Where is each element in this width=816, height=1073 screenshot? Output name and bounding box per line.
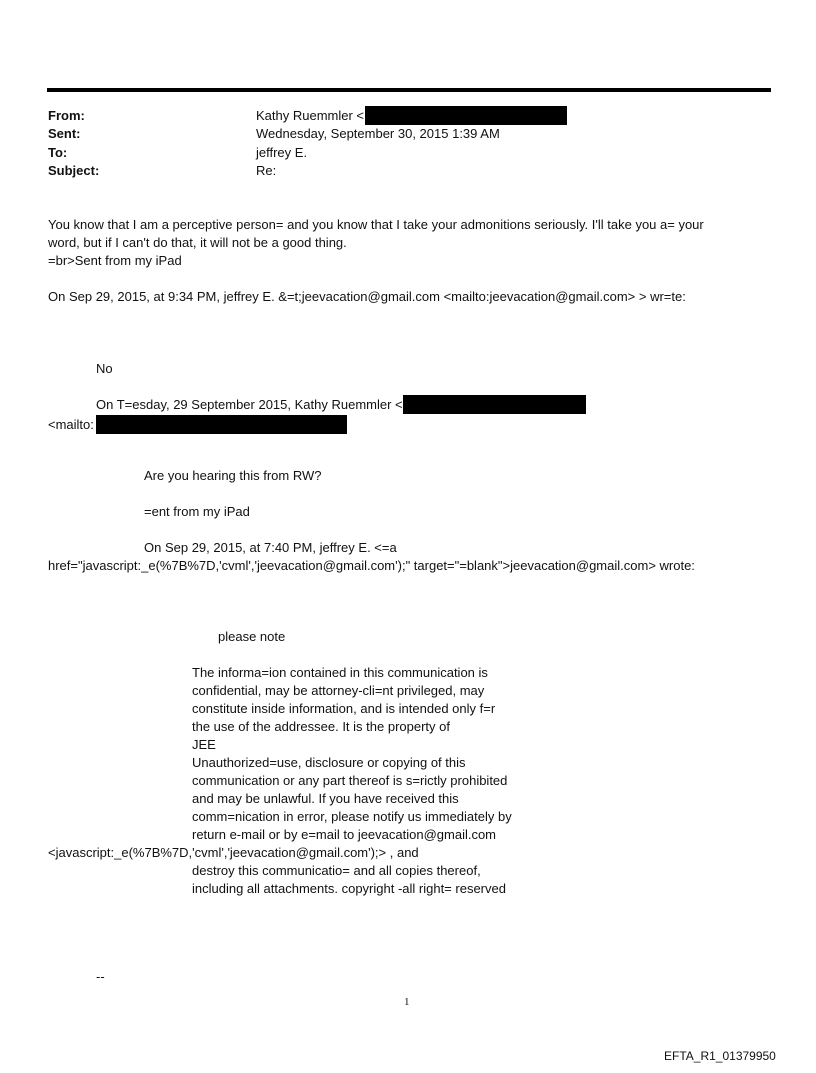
document-id: EFTA_R1_01379950 [664, 1049, 776, 1063]
subject-value: Re: [256, 163, 277, 178]
disclaimer-line: and may be unlawful. If you have received this [192, 791, 459, 806]
quote-header-2: On T=esday, 29 September 2015, Kathy Ruemmler < [96, 397, 403, 412]
body-line-1: You know that I am a perceptive person= and you know that I take your admonitions seriously. I'll take you a= your [48, 217, 704, 232]
signature-dashes: -- [96, 969, 105, 984]
disclaimer-line: Unauthorized=use, disclosure or copying of this [192, 755, 466, 770]
disclaimer-line: the use of the addressee. It is the property of [192, 719, 450, 734]
quote-header-1: On Sep 29, 2015, at 9:34 PM, jeffrey E. &=t;jeevacation@gmail.com <mailto:jeevacation@gmail.com> > wr=te: [48, 289, 686, 304]
disclaimer-line: comm=nication in error, please notify us immediately by [192, 809, 512, 824]
from-label: From: [48, 108, 85, 123]
redaction-box [403, 395, 586, 414]
disclaimer-line: including all attachments. copyright -all right= reserved [192, 881, 506, 896]
javascript-link-line: <javascript:_e(%7B%7D,'cvml','jeevacation@gmail.com');> , and [48, 845, 419, 860]
disclaimer-line: communication or any part thereof is s=rictly prohibited [192, 773, 508, 788]
disclaimer-line: destroy this communicatio= and all copies thereof, [192, 863, 481, 878]
redaction-box [365, 106, 567, 125]
to-value: jeffrey E. [256, 145, 308, 160]
body-line-2: word, but if I can't do that, it will not be a good thing. [48, 235, 347, 250]
disclaimer-line: JEE [192, 737, 216, 752]
quote-header-3-cont: href="javascript:_e(%7B%7D,'cvml','jeevacation@gmail.com');" target="=blank">jeevacation@gmail.com> wrote: [48, 558, 695, 573]
disclaimer-line: constitute inside information, and is intended only f=r [192, 701, 496, 716]
sent-label: Sent: [48, 126, 81, 141]
sent-value: Wednesday, September 30, 2015 1:39 AM [256, 126, 500, 141]
please-note: please note [218, 629, 286, 644]
reply-no: No [96, 361, 113, 376]
from-value: Kathy Ruemmler < [256, 108, 365, 123]
quote-header-3: On Sep 29, 2015, at 7:40 PM, jeffrey E. <=a [144, 540, 397, 555]
to-label: To: [48, 145, 68, 160]
header-rule [47, 88, 771, 92]
sent-from-ipad: =ent from my iPad [144, 504, 250, 519]
subject-label: Subject: [48, 163, 100, 178]
page-number: 1 [404, 996, 410, 1008]
mailto-line: <mailto: [48, 417, 94, 432]
disclaimer-line: The informa=ion contained in this communication is [192, 665, 488, 680]
disclaimer-line: return e-mail or by e=mail to jeevacation@gmail.com [192, 827, 497, 842]
disclaimer-line: confidential, may be attorney-cli=nt privileged, may [192, 683, 485, 698]
redaction-box [96, 415, 347, 434]
question-line: Are you hearing this from RW? [144, 468, 322, 483]
body-line-3: =br>Sent from my iPad [48, 253, 182, 268]
